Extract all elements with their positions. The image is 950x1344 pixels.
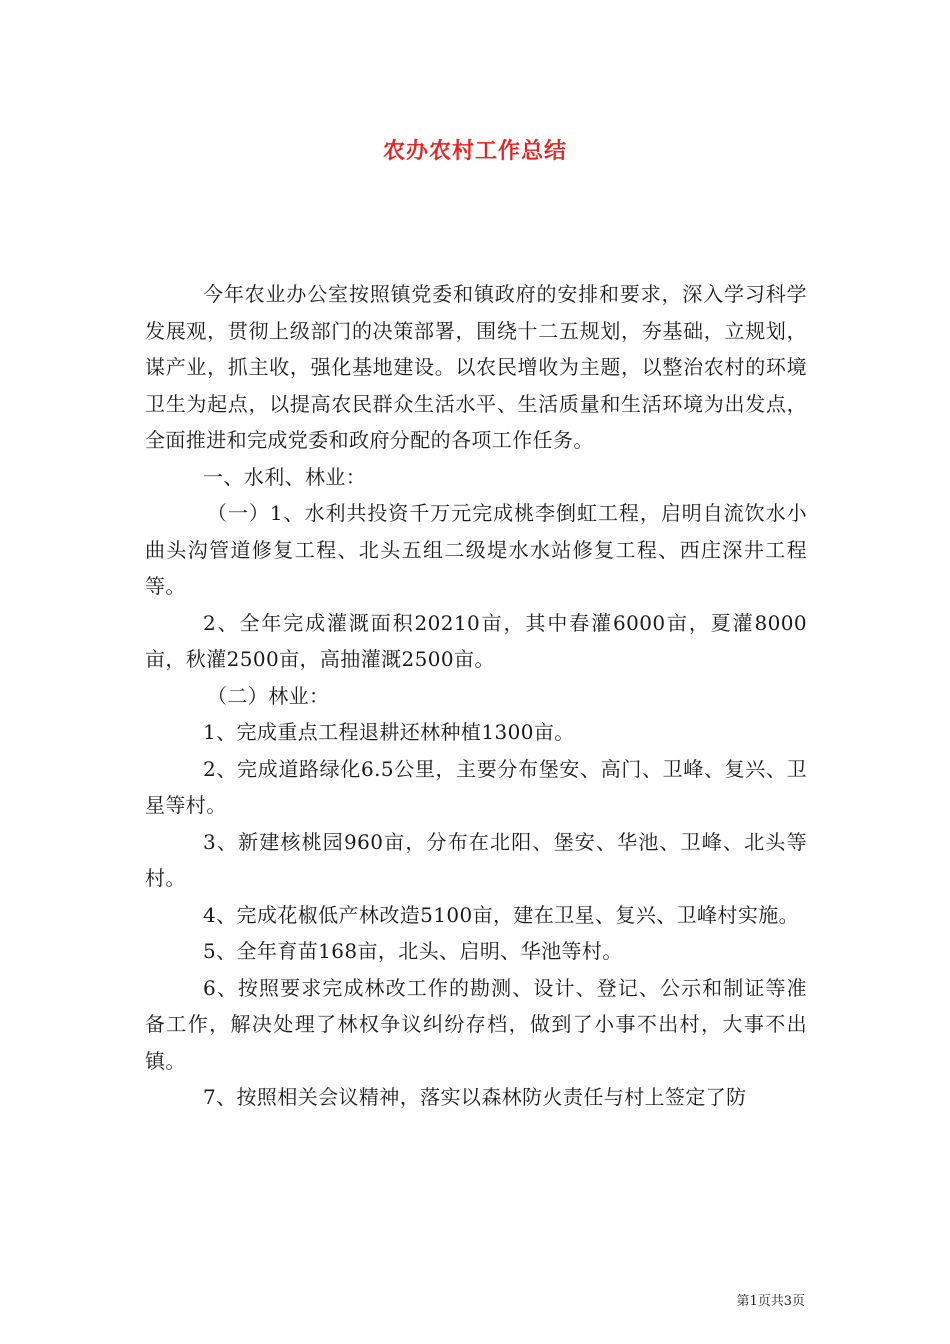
forestry-item-5: 5、全年育苗168亩，北头、启明、华池等村。	[203, 939, 623, 963]
forestry-item-7: 7、按照相关会议精神，落实以森林防火责任与村上签定了防	[203, 1085, 747, 1109]
water-item-2: 2、全年完成灌溉面积20210亩，其中春灌6000亩，夏灌8000亩，秋灌2500亩，高抽灌溉2500亩。	[145, 610, 807, 671]
document-title: 农办农村工作总结	[382, 138, 567, 164]
forestry-item-1: 1、完成重点工程退耕还林种植1300亩。	[203, 720, 575, 744]
document-body	[145, 276, 807, 1116]
forestry-item-2: 2、完成道路绿化6.5公里，主要分布堡安、高门、卫峰、复兴、卫星等村。	[145, 756, 807, 817]
forestry-item-4: 4、完成花椒低产林改造5100亩，建在卫星、复兴、卫峰村实施。	[203, 902, 800, 927]
forestry-item-3: 3、新建核桃园960亩，分布在北阳、堡安、华池、卫峰、北头等村。	[145, 829, 807, 890]
page-number-footer: 第1页共3页	[736, 1294, 805, 1309]
intro-paragraph: 今年农业办公室按照镇党委和镇政府的安排和要求，深入学习科学发展观，贯彻上级部门的决策部署，围绕十二五规划，夯基础，立规划，谋产业，抓主收，强化基地建设。以农民增收为主题，以整治农村的环境卫生为起点，以提高农民群众生活水平、生活质量和生活环境为出发点，全面推进和完成党委和政府分配的各项工作任务。	[145, 282, 807, 452]
forestry-item-6: 6、按照要求完成林改工作的勘测、设计、登记、公示和制证等准备工作，解决处理了林权争议纠纷存档，做到了小事不出村，大事不出镇。	[145, 975, 807, 1073]
section-heading-water-forestry: 一、水利、林业：	[203, 464, 367, 489]
subsection-heading-forestry: （二）林业：	[207, 683, 330, 708]
water-item-1: （一）1、水利共投资千万元完成桃李倒虹工程，启明自流饮水小曲头沟管道修复工程、北头五组二级堤水水站修复工程、西庄深井工程等。	[145, 501, 807, 598]
